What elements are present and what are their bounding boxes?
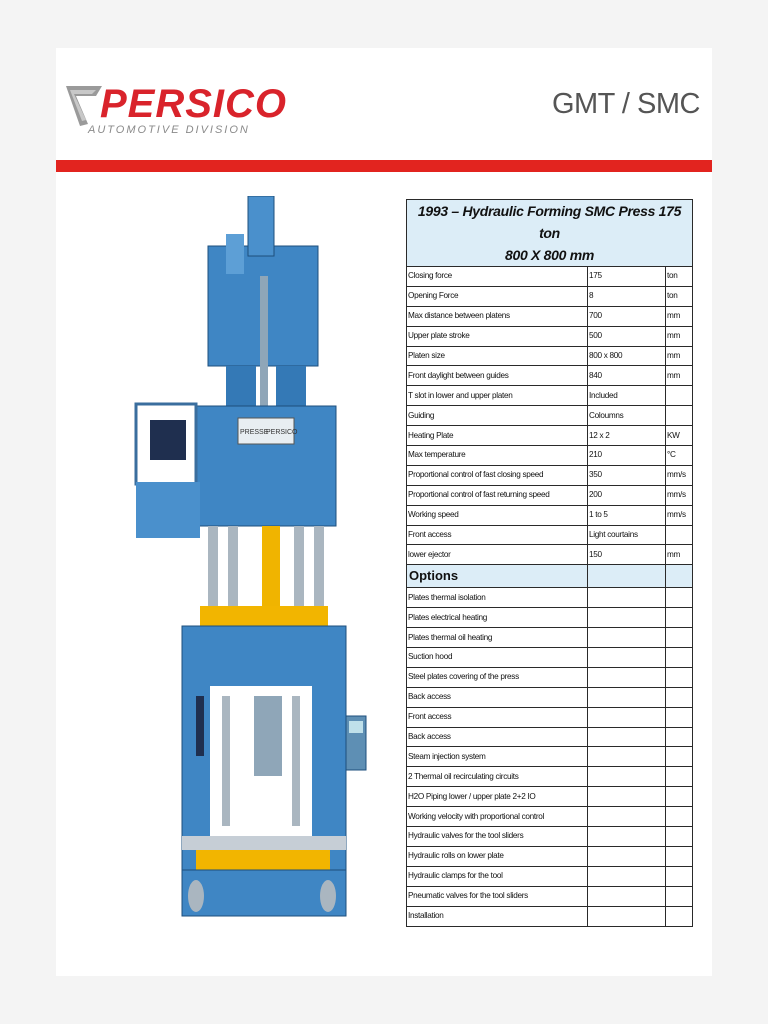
spec-row <box>407 465 693 485</box>
spec-heading-line1: 1993 – Hydraulic Forming SMC Press 175 ton <box>417 203 682 241</box>
option-row <box>407 767 693 787</box>
option-row <box>407 648 693 668</box>
option-label: Steel plates covering of the press <box>407 667 588 687</box>
option-label: Plates thermal oil heating <box>407 628 588 648</box>
spec-table <box>406 199 693 927</box>
option-label: Working velocity with proportional control <box>407 807 588 827</box>
option-label: 2 Thermal oil recirculating circuits <box>407 767 588 787</box>
option-label: Installation <box>407 906 588 926</box>
option-label: Pneumatic valves for the tool sliders <box>407 886 588 906</box>
option-value <box>588 846 666 866</box>
spec-row <box>407 446 693 466</box>
option-unit <box>666 648 693 668</box>
option-row <box>407 687 693 707</box>
spec-row <box>407 426 693 446</box>
option-unit <box>666 747 693 767</box>
options-heading: Options <box>407 565 588 588</box>
option-value <box>588 588 666 608</box>
options-heading-blank <box>666 565 693 588</box>
option-unit <box>666 787 693 807</box>
option-row <box>407 787 693 807</box>
spec-value: 700 <box>588 306 666 326</box>
option-value <box>588 807 666 827</box>
option-label: Plates electrical heating <box>407 608 588 628</box>
machine-plate-right: PERSICO <box>266 429 298 436</box>
spec-unit: mm <box>666 326 693 346</box>
option-row <box>407 667 693 687</box>
spec-value: 12 x 2 <box>588 426 666 446</box>
option-label: Front access <box>407 707 588 727</box>
page <box>56 48 712 976</box>
option-value <box>588 608 666 628</box>
spec-unit <box>666 386 693 406</box>
spec-row <box>407 406 693 426</box>
spec-unit: mm <box>666 306 693 326</box>
logo-wordmark: PERSICO <box>100 82 288 126</box>
spec-value: 1 to 5 <box>588 505 666 525</box>
option-label: Back access <box>407 727 588 747</box>
option-unit <box>666 846 693 866</box>
logo-subtitle: AUTOMOTIVE DIVISION <box>88 124 250 136</box>
option-value <box>588 886 666 906</box>
spec-unit: mm/s <box>666 465 693 485</box>
spec-value: Included <box>588 386 666 406</box>
spec-row <box>407 326 693 346</box>
option-unit <box>666 886 693 906</box>
option-unit <box>666 608 693 628</box>
options-heading-blank <box>588 565 666 588</box>
spec-label: Closing force <box>407 267 588 287</box>
option-unit <box>666 906 693 926</box>
spec-row <box>407 505 693 525</box>
spec-value: 175 <box>588 267 666 287</box>
spec-label: Guiding <box>407 406 588 426</box>
spec-unit: mm <box>666 366 693 386</box>
option-value <box>588 827 666 847</box>
option-unit <box>666 667 693 687</box>
option-row <box>407 827 693 847</box>
option-unit <box>666 827 693 847</box>
spec-value: 150 <box>588 545 666 565</box>
spec-label: T slot in lower and upper platen <box>407 386 588 406</box>
spec-label: lower ejector <box>407 545 588 565</box>
spec-value: 500 <box>588 326 666 346</box>
spec-unit: mm/s <box>666 505 693 525</box>
spec-unit: mm <box>666 545 693 565</box>
page-title: GMT / SMC <box>551 88 700 120</box>
spec-value: Light courtains <box>588 525 666 545</box>
spec-unit: ton <box>666 286 693 306</box>
spec-unit: mm/s <box>666 485 693 505</box>
option-row <box>407 807 693 827</box>
red-divider <box>56 160 712 172</box>
spec-value: 800 x 800 <box>588 346 666 366</box>
persico-logo <box>66 80 288 144</box>
option-row <box>407 906 693 926</box>
spec-unit <box>666 525 693 545</box>
spec-label: Heating Plate <box>407 426 588 446</box>
option-value <box>588 707 666 727</box>
option-row <box>407 628 693 648</box>
spec-row <box>407 545 693 565</box>
spec-value: 200 <box>588 485 666 505</box>
spec-label: Opening Force <box>407 286 588 306</box>
spec-heading <box>407 200 693 267</box>
options-heading-row <box>407 565 693 588</box>
spec-label: Front access <box>407 525 588 545</box>
option-row <box>407 588 693 608</box>
option-value <box>588 687 666 707</box>
spec-value: Coloumns <box>588 406 666 426</box>
spec-row <box>407 485 693 505</box>
spec-row <box>407 286 693 306</box>
spec-row <box>407 525 693 545</box>
option-unit <box>666 727 693 747</box>
spec-label: Max distance between platens <box>407 306 588 326</box>
option-label: Hydraulic valves for the tool sliders <box>407 827 588 847</box>
spec-value: 840 <box>588 366 666 386</box>
spec-unit: KW <box>666 426 693 446</box>
option-unit <box>666 767 693 787</box>
option-unit <box>666 588 693 608</box>
option-label: Back access <box>407 687 588 707</box>
spec-unit: ton <box>666 267 693 287</box>
press-machine-illustration <box>126 196 376 926</box>
spec-value: 350 <box>588 465 666 485</box>
option-value <box>588 906 666 926</box>
spec-row <box>407 267 693 287</box>
option-label: Hydraulic rolls on lower plate <box>407 846 588 866</box>
option-value <box>588 648 666 668</box>
option-value <box>588 628 666 648</box>
option-label: H2O Piping lower / upper plate 2+2 IO <box>407 787 588 807</box>
spec-unit: mm <box>666 346 693 366</box>
option-row <box>407 608 693 628</box>
option-value <box>588 866 666 886</box>
spec-label: Proportional control of fast closing speed <box>407 465 588 485</box>
spec-row <box>407 306 693 326</box>
option-value <box>588 767 666 787</box>
spec-label: Working speed <box>407 505 588 525</box>
option-value <box>588 667 666 687</box>
option-row <box>407 727 693 747</box>
option-unit <box>666 687 693 707</box>
spec-unit <box>666 406 693 426</box>
option-label: Steam injection system <box>407 747 588 767</box>
spec-row <box>407 366 693 386</box>
option-label: Suction hood <box>407 648 588 668</box>
spec-label: Front daylight between guides <box>407 366 588 386</box>
spec-label: Proportional control of fast returning speed <box>407 485 588 505</box>
spec-value: 8 <box>588 286 666 306</box>
spec-heading-line2: 800 X 800 mm <box>504 247 595 263</box>
spec-label: Max temperature <box>407 446 588 466</box>
option-label: Hydraulic clamps for the tool <box>407 866 588 886</box>
option-unit <box>666 807 693 827</box>
option-row <box>407 707 693 727</box>
spec-value: 210 <box>588 446 666 466</box>
machine-plate-left: PRESSE <box>240 429 269 436</box>
option-row <box>407 846 693 866</box>
option-unit <box>666 628 693 648</box>
spec-heading-row <box>407 200 693 267</box>
option-label: Plates thermal isolation <box>407 588 588 608</box>
option-unit <box>666 866 693 886</box>
spec-label: Platen size <box>407 346 588 366</box>
spec-row <box>407 386 693 406</box>
option-value <box>588 787 666 807</box>
spec-row <box>407 346 693 366</box>
option-value <box>588 727 666 747</box>
option-row <box>407 886 693 906</box>
spec-label: Upper plate stroke <box>407 326 588 346</box>
option-row <box>407 747 693 767</box>
option-unit <box>666 707 693 727</box>
option-row <box>407 866 693 886</box>
spec-unit: °C <box>666 446 693 466</box>
option-value <box>588 747 666 767</box>
